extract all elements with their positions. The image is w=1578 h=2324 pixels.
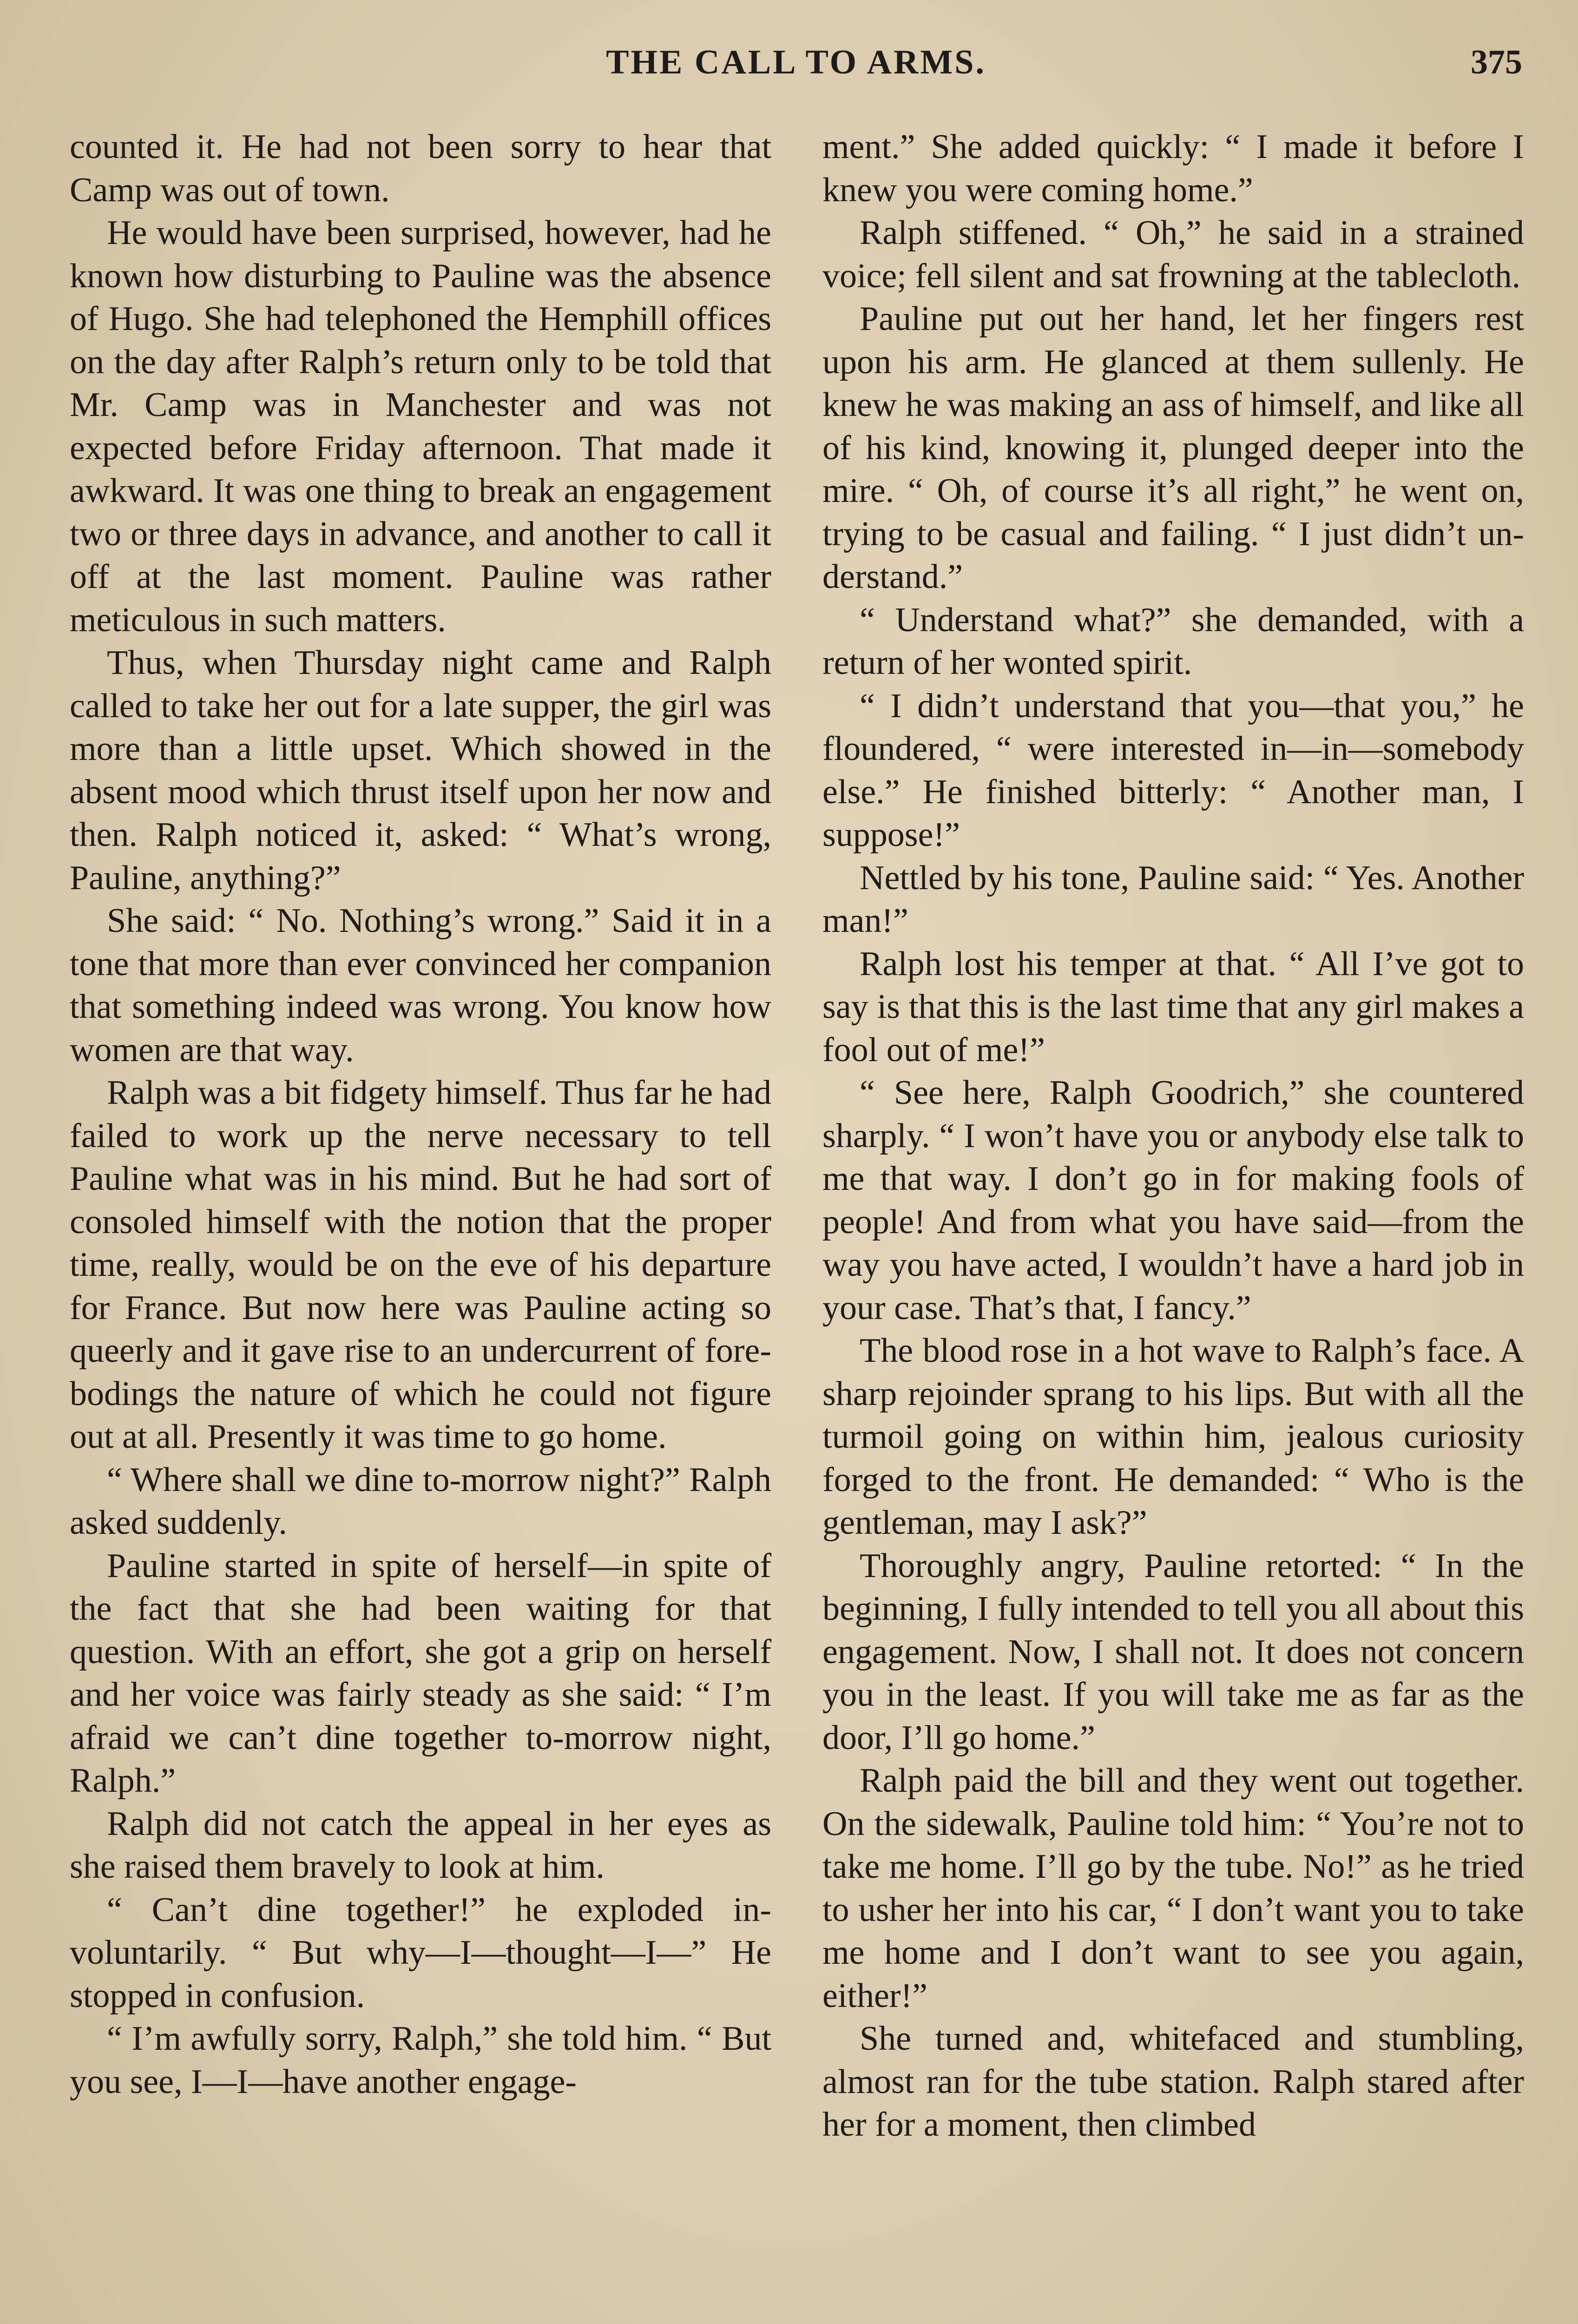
paragraph: “ Understand what?” she demanded, with a return of her wonted spirit. <box>822 601 1524 682</box>
paragraph: Nettled by his tone, Pauline said: “ Yes. Another man!” <box>822 858 1524 940</box>
text-columns <box>70 125 1524 2324</box>
paragraph: Ralph stiffened. “ Oh,” he said in a strained voice; fell silent and sat frowning at the tablecloth. <box>822 214 1524 295</box>
paragraph: Ralph lost his temper at that. “ All I’ve got to say is that this is the last time that any girl makes a fool out of me!” <box>822 944 1524 1069</box>
running-title: THE CALL TO ARMS. <box>606 43 986 81</box>
paragraph: Thus, when Thursday night came and Ralph called to take her out for a late supper, the girl was more than a little upset. Which showed in the absent mood which thrust itself upon her now and then. Ralph noticed it, asked: “ What’s wrong, Pauline, anything?” <box>70 644 771 897</box>
paragraph: She said: “ No. Nothing’s wrong.” Said it in a tone that more than ever convinced her companion that something indeed was wrong. You know how women are that way. <box>70 902 771 1069</box>
paragraph: “ Where shall we dine to-morrow night?” Ralph asked suddenly. <box>70 1460 771 1542</box>
paragraph: “ I’m awfully sorry, Ralph,” she told him. “ But you see, I—I—have another engage- <box>70 2020 771 2101</box>
paragraph: “ See here, Ralph Goodrich,” she countered sharply. “ I won’t have you or anybody else talk to me that way. I don’t go in for making fools of people! And from what you have said—from the way you have acted, I wouldn’t have a hard job in your case. That’s that, I fancy.” <box>822 1074 1524 1327</box>
paragraph: “ I didn’t understand that you—that you,” he floundered, “ were interested in—in—somebody else.” He finished bitterly: “ Another man, I suppose!” <box>822 687 1524 854</box>
paragraph: Ralph was a bit fidgety himself. Thus far he had failed to work up the nerve necessary to tell Pauline what was in his mind. But he had sort of consoled himself with the notion that the proper time, really, would be on the eve of his departure for France. But now here was Pauline acting so queerly and it gave rise to an undercurrent of forebodings the nature of which he could not figure out at all. Presently it was time to go home. <box>70 1074 771 1456</box>
paragraph: Pauline put out her hand, let her fingers rest upon his arm. He glanced at them sullenly. He knew he was making an ass of himself, and like all of his kind, knowing it, plunged deeper into the mire. “ Oh, of course it’s all right,” he went on, trying to be casual and failing. “ I just didn’t understand.” <box>822 300 1524 596</box>
page-number: 375 <box>1471 43 1522 81</box>
right-column <box>822 125 1524 2324</box>
paragraph: Ralph did not catch the appeal in her eyes as she raised them bravely to look at him. <box>70 1804 771 1886</box>
paragraph: ment.” She added quickly: “ I made it before I knew you were coming home.” <box>822 128 1524 209</box>
paragraph: Thoroughly angry, Pauline retorted: “ In the beginning, I fully intended to tell you all about this engagement. Now, I shall not. It does not concern you in the least. If you will take me as far as the door, I’ll go home.” <box>822 1546 1524 1757</box>
paragraph: Pauline started in spite of herself—in spite of the fact that she had been waiting for that question. With an effort, she got a grip on herself and her voice was fairly steady as she said: “ I’m afraid we can’t dine together to-morrow night, Ralph.” <box>70 1546 771 1800</box>
page-header <box>70 43 1522 94</box>
paragraph: She turned and, whitefaced and stumbling, almost ran for the tube station. Ralph stared after her for a moment, then climbed <box>822 2020 1524 2144</box>
paragraph: counted it. He had not been sorry to hear that Camp was out of town. <box>70 128 771 209</box>
left-column <box>70 125 771 2324</box>
paragraph: “ Can’t dine together!” he exploded involuntarily. “ But why—I—thought—I—” He stopped in confusion. <box>70 1890 771 2015</box>
paragraph: Ralph paid the bill and they went out together. On the sidewalk, Pauline told him: “ You’re not to take me home. I’ll go by the tube. No!” as he tried to usher her into his car, “ I don’t want you to take me home and I don’t want to see you again, either!” <box>822 1762 1524 2015</box>
paragraph: He would have been surprised, however, had he known how disturbing to Pauline was the absence of Hugo. She had telephoned the Hemphill offices on the day after Ralph’s return only to be told that Mr. Camp was in Manchester and was not expected before Friday afternoon. That made it awkward. It was one thing to break an engagement two or three days in advance, and another to call it off at the last moment. Pauline was rather meticulous in such matters. <box>70 214 771 639</box>
paragraph: The blood rose in a hot wave to Ralph’s face. A sharp rejoinder sprang to his lips. But with all the turmoil going on within him, jealous curiosity forged to the front. He demanded: “ Who is the gentleman, may I ask?” <box>822 1332 1524 1542</box>
